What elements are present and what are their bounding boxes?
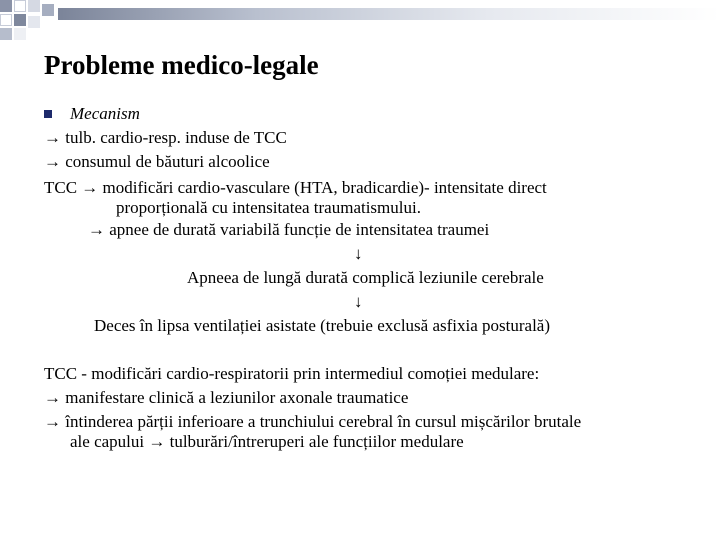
mechanism-heading: Mecanism [70, 104, 140, 123]
text-line: → apnee de durată variabilă funcție de intensitatea traumei [88, 220, 490, 239]
text-line: ale capului → tulburări/întreruperi ale funcțiilor medulare [70, 432, 464, 451]
text-line: Deces în lipsa ventilației asistate (trebuie exclusă asfixia posturală) [94, 316, 550, 335]
text-line: proporțională cu intensitatea traumatismului. [116, 198, 421, 217]
down-arrow: ↓ [354, 244, 363, 263]
square-bullet-icon [44, 110, 52, 118]
text-line: → întinderea părții inferioare a trunchiului cerebral în cursul mișcărilor brutale [44, 412, 582, 431]
text-line: → tulb. cardio-resp. induse de TCC [44, 128, 287, 147]
decorative-squares [0, 0, 60, 40]
text-line: TCC - modificări cardio-respiratorii prin intermediul comoției medulare: [44, 364, 540, 383]
decorative-gradient-bar [58, 8, 720, 20]
slide-title: Probleme medico-legale [44, 50, 319, 80]
text-line: → manifestare clinică a leziunilor axonale traumatice [44, 388, 409, 407]
text-line: TCC → modificări cardio-vasculare (HTA, bradicardie)- intensitate direct [44, 178, 547, 197]
text-line: → consumul de băuturi alcoolice [44, 152, 270, 171]
text-line: Apneea de lungă durată complică leziunile cerebrale [187, 268, 544, 287]
down-arrow: ↓ [354, 292, 363, 311]
